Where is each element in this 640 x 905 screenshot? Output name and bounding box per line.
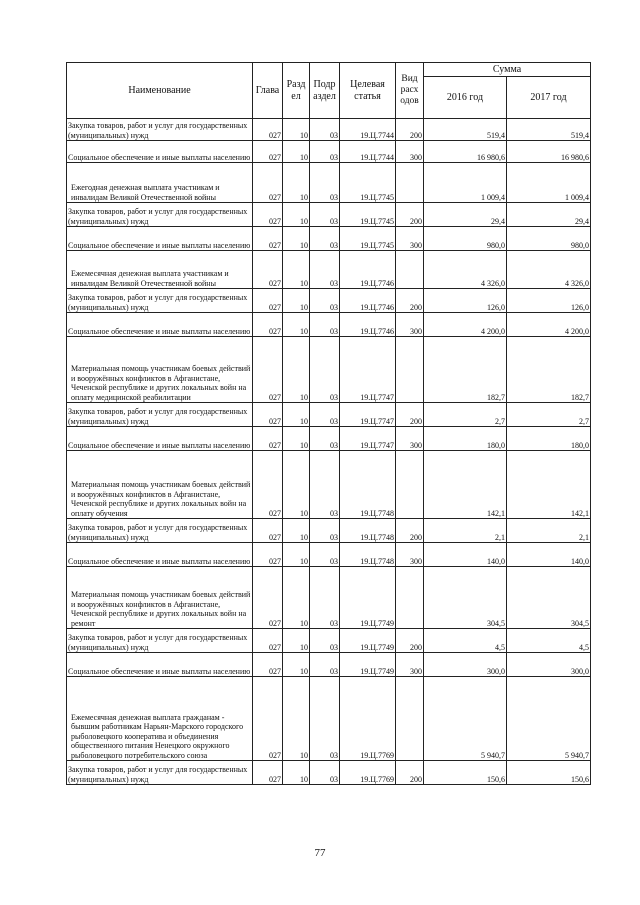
- row-razdel: 10: [283, 653, 310, 677]
- row-sum-2017: 300,0: [507, 653, 591, 677]
- row-sum-2017: 2,1: [507, 519, 591, 543]
- row-podrazdel: 03: [310, 519, 340, 543]
- row-celevaya-statya: 19.Ц.7748: [340, 519, 396, 543]
- row-name: Закупка товаров, работ и услуг для государственных (муниципальных) нужд: [67, 289, 253, 313]
- row-name: Материальная помощь участникам боевых действий и вооружённых конфликтов в Афганистане, Чеченской республике и других локальных войн на оплату обучения: [67, 451, 253, 519]
- row-name: Закупка товаров, работ и услуг для государственных (муниципальных) нужд: [67, 629, 253, 653]
- row-name: Социальное обеспечение и иные выплаты населению: [67, 313, 253, 337]
- table-row: [67, 203, 591, 227]
- table-row: [67, 289, 591, 313]
- row-razdel: 10: [283, 567, 310, 629]
- row-sum-2016: 5 940,7: [424, 677, 507, 761]
- row-celevaya-statya: 19.Ц.7746: [340, 251, 396, 289]
- row-podrazdel: 03: [310, 567, 340, 629]
- row-sum-2017: 2,7: [507, 403, 591, 427]
- row-podrazdel: 03: [310, 227, 340, 251]
- row-razdel: 10: [283, 141, 310, 163]
- header-razdel: Разд ел: [283, 63, 310, 119]
- row-razdel: 10: [283, 677, 310, 761]
- row-name: Материальная помощь участникам боевых действий и вооружённых конфликтов в Афганистане, Чеченской республике и других локальных войн на оплату медицинской реабилитации: [67, 337, 253, 403]
- row-vid-rashodov: 300: [396, 543, 424, 567]
- row-glava: 027: [253, 677, 283, 761]
- row-razdel: 10: [283, 451, 310, 519]
- table-row: [67, 313, 591, 337]
- row-sum-2016: 2,1: [424, 519, 507, 543]
- table-row: [67, 761, 591, 785]
- header-2017: 2017 год: [507, 77, 591, 119]
- header-name: Наименование: [67, 63, 253, 119]
- row-podrazdel: 03: [310, 761, 340, 785]
- row-sum-2017: 180,0: [507, 427, 591, 451]
- row-podrazdel: 03: [310, 629, 340, 653]
- row-name: Закупка товаров, работ и услуг для государственных (муниципальных) нужд: [67, 203, 253, 227]
- row-name: Ежемесячная денежная выплата гражданам - бывшим работникам Нарьян-Марского городского рыболовецкого кооператива и объединения общественного питания Ненецкого окружного рыболовецкого потребительского союза: [67, 677, 253, 761]
- row-name: Закупка товаров, работ и услуг для государственных (муниципальных) нужд: [67, 119, 253, 141]
- row-vid-rashodov: 200: [396, 289, 424, 313]
- row-glava: 027: [253, 289, 283, 313]
- table-row: [67, 251, 591, 289]
- row-podrazdel: 03: [310, 163, 340, 203]
- row-sum-2017: 16 980,6: [507, 141, 591, 163]
- row-sum-2016: 4,5: [424, 629, 507, 653]
- row-podrazdel: 03: [310, 203, 340, 227]
- row-sum-2016: 519,4: [424, 119, 507, 141]
- row-vid-rashodov: 200: [396, 403, 424, 427]
- row-name: Закупка товаров, работ и услуг для государственных (муниципальных) нужд: [67, 519, 253, 543]
- row-podrazdel: 03: [310, 251, 340, 289]
- table-row: [67, 519, 591, 543]
- row-vid-rashodov: [396, 251, 424, 289]
- row-glava: 027: [253, 519, 283, 543]
- row-sum-2017: 150,6: [507, 761, 591, 785]
- row-sum-2016: 4 200,0: [424, 313, 507, 337]
- row-celevaya-statya: 19.Ц.7744: [340, 141, 396, 163]
- header-glava: Глава: [253, 63, 283, 119]
- row-glava: 027: [253, 403, 283, 427]
- table-row: [67, 653, 591, 677]
- row-razdel: 10: [283, 251, 310, 289]
- row-celevaya-statya: 19.Ц.7745: [340, 203, 396, 227]
- row-razdel: 10: [283, 203, 310, 227]
- row-razdel: 10: [283, 427, 310, 451]
- row-name: Ежегодная денежная выплата участникам и инвалидам Великой Отечественной войны: [67, 163, 253, 203]
- row-glava: 027: [253, 629, 283, 653]
- row-sum-2016: 180,0: [424, 427, 507, 451]
- row-name: Закупка товаров, работ и услуг для государственных (муниципальных) нужд: [67, 761, 253, 785]
- row-razdel: 10: [283, 313, 310, 337]
- row-razdel: 10: [283, 227, 310, 251]
- row-podrazdel: 03: [310, 313, 340, 337]
- row-celevaya-statya: 19.Ц.7748: [340, 451, 396, 519]
- table-row: [67, 427, 591, 451]
- row-vid-rashodov: 300: [396, 427, 424, 451]
- row-name: Материальная помощь участникам боевых действий и вооружённых конфликтов в Афганистане, Чеченской республике и других локальных войн на ремонт: [67, 567, 253, 629]
- table-row: [67, 629, 591, 653]
- row-sum-2017: 142,1: [507, 451, 591, 519]
- row-vid-rashodov: 300: [396, 313, 424, 337]
- row-glava: 027: [253, 761, 283, 785]
- row-glava: 027: [253, 313, 283, 337]
- row-celevaya-statya: 19.Ц.7747: [340, 403, 396, 427]
- table-row: [67, 163, 591, 203]
- row-sum-2017: 126,0: [507, 289, 591, 313]
- row-razdel: 10: [283, 761, 310, 785]
- row-sum-2016: 980,0: [424, 227, 507, 251]
- row-sum-2017: 140,0: [507, 543, 591, 567]
- row-sum-2016: 1 009,4: [424, 163, 507, 203]
- row-sum-2017: 1 009,4: [507, 163, 591, 203]
- row-vid-rashodov: 200: [396, 203, 424, 227]
- row-glava: 027: [253, 567, 283, 629]
- row-vid-rashodov: 300: [396, 227, 424, 251]
- row-celevaya-statya: 19.Ц.7747: [340, 427, 396, 451]
- table-row: [67, 677, 591, 761]
- page-number: 77: [314, 847, 326, 859]
- row-sum-2016: 4 326,0: [424, 251, 507, 289]
- row-glava: 027: [253, 141, 283, 163]
- table-row: [67, 543, 591, 567]
- row-sum-2016: 300,0: [424, 653, 507, 677]
- row-celevaya-statya: 19.Ц.7746: [340, 313, 396, 337]
- row-sum-2016: 2,7: [424, 403, 507, 427]
- row-celevaya-statya: 19.Ц.7745: [340, 163, 396, 203]
- row-podrazdel: 03: [310, 427, 340, 451]
- table-body: [67, 119, 591, 785]
- row-celevaya-statya: 19.Ц.7744: [340, 119, 396, 141]
- row-podrazdel: 03: [310, 653, 340, 677]
- budget-table: [66, 62, 591, 785]
- header-celevaya-statya: Целевая статья: [340, 63, 396, 119]
- row-sum-2017: 182,7: [507, 337, 591, 403]
- row-celevaya-statya: 19.Ц.7746: [340, 289, 396, 313]
- row-name: Социальное обеспечение и иные выплаты населению: [67, 653, 253, 677]
- row-sum-2017: 519,4: [507, 119, 591, 141]
- row-sum-2017: 4,5: [507, 629, 591, 653]
- row-sum-2016: 16 980,6: [424, 141, 507, 163]
- row-razdel: 10: [283, 337, 310, 403]
- row-vid-rashodov: 200: [396, 629, 424, 653]
- row-sum-2017: 304,5: [507, 567, 591, 629]
- row-vid-rashodov: [396, 163, 424, 203]
- row-glava: 027: [253, 163, 283, 203]
- row-sum-2016: 182,7: [424, 337, 507, 403]
- table-row: [67, 227, 591, 251]
- row-glava: 027: [253, 451, 283, 519]
- row-celevaya-statya: 19.Ц.7769: [340, 677, 396, 761]
- row-vid-rashodov: [396, 337, 424, 403]
- row-sum-2016: 150,6: [424, 761, 507, 785]
- row-sum-2016: 126,0: [424, 289, 507, 313]
- row-celevaya-statya: 19.Ц.7747: [340, 337, 396, 403]
- row-sum-2016: 304,5: [424, 567, 507, 629]
- header-podrazdel: Подр аздел: [310, 63, 340, 119]
- row-sum-2017: 5 940,7: [507, 677, 591, 761]
- row-name: Социальное обеспечение и иные выплаты населению: [67, 141, 253, 163]
- row-sum-2017: 980,0: [507, 227, 591, 251]
- row-podrazdel: 03: [310, 337, 340, 403]
- row-glava: 027: [253, 227, 283, 251]
- row-podrazdel: 03: [310, 677, 340, 761]
- row-razdel: 10: [283, 519, 310, 543]
- row-celevaya-statya: 19.Ц.7769: [340, 761, 396, 785]
- row-podrazdel: 03: [310, 543, 340, 567]
- row-celevaya-statya: 19.Ц.7748: [340, 543, 396, 567]
- row-sum-2016: 29,4: [424, 203, 507, 227]
- row-vid-rashodov: 300: [396, 653, 424, 677]
- row-vid-rashodov: [396, 677, 424, 761]
- row-celevaya-statya: 19.Ц.7749: [340, 653, 396, 677]
- row-sum-2017: 29,4: [507, 203, 591, 227]
- row-name: Ежемесячная денежная выплата участникам и инвалидам Великой Отечественной войны: [67, 251, 253, 289]
- row-vid-rashodov: 200: [396, 519, 424, 543]
- row-celevaya-statya: 19.Ц.7749: [340, 629, 396, 653]
- table-row: [67, 403, 591, 427]
- row-glava: 027: [253, 251, 283, 289]
- row-vid-rashodov: 300: [396, 141, 424, 163]
- row-razdel: 10: [283, 163, 310, 203]
- row-sum-2016: 140,0: [424, 543, 507, 567]
- row-razdel: 10: [283, 543, 310, 567]
- row-glava: 027: [253, 543, 283, 567]
- table-row: [67, 119, 591, 141]
- row-celevaya-statya: 19.Ц.7749: [340, 567, 396, 629]
- table-row: [67, 337, 591, 403]
- row-razdel: 10: [283, 289, 310, 313]
- table-row: [67, 141, 591, 163]
- row-glava: 027: [253, 337, 283, 403]
- header-2016: 2016 год: [424, 77, 507, 119]
- row-podrazdel: 03: [310, 141, 340, 163]
- row-glava: 027: [253, 427, 283, 451]
- row-name: Социальное обеспечение и иные выплаты населению: [67, 227, 253, 251]
- row-celevaya-statya: 19.Ц.7745: [340, 227, 396, 251]
- row-glava: 027: [253, 653, 283, 677]
- row-vid-rashodov: 200: [396, 119, 424, 141]
- header-summa: Сумма: [424, 63, 591, 77]
- row-podrazdel: 03: [310, 403, 340, 427]
- row-glava: 027: [253, 119, 283, 141]
- row-name: Закупка товаров, работ и услуг для государственных (муниципальных) нужд: [67, 403, 253, 427]
- row-sum-2017: 4 200,0: [507, 313, 591, 337]
- row-sum-2016: 142,1: [424, 451, 507, 519]
- row-podrazdel: 03: [310, 451, 340, 519]
- row-glava: 027: [253, 203, 283, 227]
- row-razdel: 10: [283, 403, 310, 427]
- table-row: [67, 451, 591, 519]
- row-podrazdel: 03: [310, 119, 340, 141]
- row-name: Социальное обеспечение и иные выплаты населению: [67, 543, 253, 567]
- row-sum-2017: 4 326,0: [507, 251, 591, 289]
- row-vid-rashodov: [396, 451, 424, 519]
- row-podrazdel: 03: [310, 289, 340, 313]
- row-name: Социальное обеспечение и иные выплаты населению: [67, 427, 253, 451]
- table-row: [67, 567, 591, 629]
- row-razdel: 10: [283, 629, 310, 653]
- row-vid-rashodov: 200: [396, 761, 424, 785]
- header-vid-rashodov: Вид расх одов: [396, 63, 424, 119]
- row-vid-rashodov: [396, 567, 424, 629]
- row-razdel: 10: [283, 119, 310, 141]
